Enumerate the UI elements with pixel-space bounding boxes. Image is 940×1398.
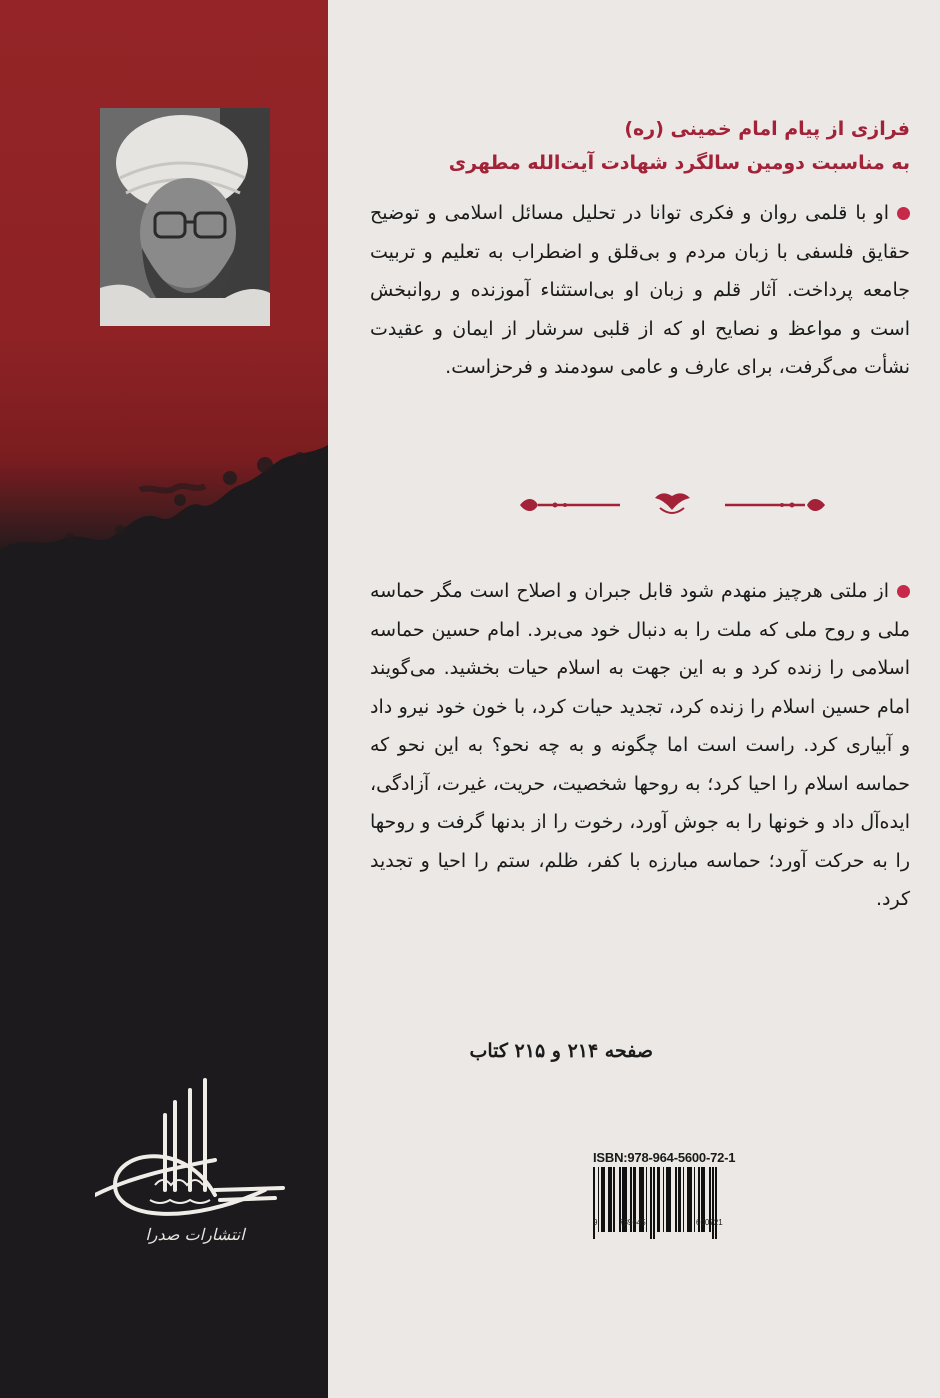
barcode-bars-icon <box>593 1167 763 1239</box>
quote-paragraph-2 <box>370 572 910 919</box>
quote-source-reference: صفحه ۲۱۴ و ۲۱۵ کتاب <box>469 1040 653 1062</box>
barcode-digit-group-1: 789645 <box>619 1218 646 1227</box>
quote-1-text: او با قلمی روان و فکری توانا در تحلیل مسائل اسلامی و توضیح حقایق فلسفی با زبان مردم و بی‌قلق و اضطراب به تعلیم و تربیت جامعه پرداخت. آثار قلم و زبان او بی‌استثناء آموزنده و روانبخش است و مواعظ و نصایح او که از قلبی سرشار از ایمان و عقیدت نشأت می‌گرفت، برای عارف و عامی سودمند و فرحزاست. <box>370 202 910 378</box>
author-portrait <box>100 108 270 326</box>
dark-foliage-silhouette <box>0 430 328 630</box>
barcode-lead-digit: 9 <box>593 1218 598 1227</box>
heading-line-1: فرازی از پیام امام خمینی (ره) <box>624 118 910 140</box>
heading-line-2: به مناسبت دومین سالگرد شهادت آیت‌الله مطهری <box>448 152 910 174</box>
back-cover-text <box>370 112 910 387</box>
left-cover-panel <box>0 0 328 1398</box>
publisher-name: انتشارات صدرا <box>145 1225 245 1244</box>
quote-2-text: از ملتی هرچیز منهدم شود قابل جبران و اصلاح است مگر حماسه ملی و روح ملی که ملت را به دنبال خود می‌برد. امام حسین حماسه اسلامی را زنده کرد و به این جهت به اسلام حیات بخشید. می‌گویند امام حسین اسلام را زنده کرد، تجدید حیات کرد، با خون خود نیرو داد و آبیاری کرد. راست است اما چگونه و به چه نحو؟ به این نحو که حماسه اسلام را احیا کرد؛ به روحها شخصیت، حریت، غیرت، آزادگی، ایده‌آل داد و خونها را به جوش آورد، رخوت را از بدنها گرفت و روحها را به حرکت آورد؛ حماسه مبارزه با کفر، ظلم، ستم را احیا و تجدید کرد. <box>370 580 910 910</box>
quote-paragraph-1 <box>370 194 910 387</box>
quote-block-2 <box>370 572 910 919</box>
portrait-photo-icon <box>100 108 270 326</box>
ornamental-divider-icon <box>520 490 825 520</box>
calligraphic-tughra-logo-icon <box>95 1060 295 1250</box>
isbn-label: ISBN:978-964-5600-72-1 <box>593 1150 736 1165</box>
bullet-icon <box>897 585 910 598</box>
barcode-digit-group-2: 600721 <box>696 1218 723 1227</box>
isbn-barcode <box>593 1150 763 1240</box>
bullet-icon <box>897 207 910 220</box>
